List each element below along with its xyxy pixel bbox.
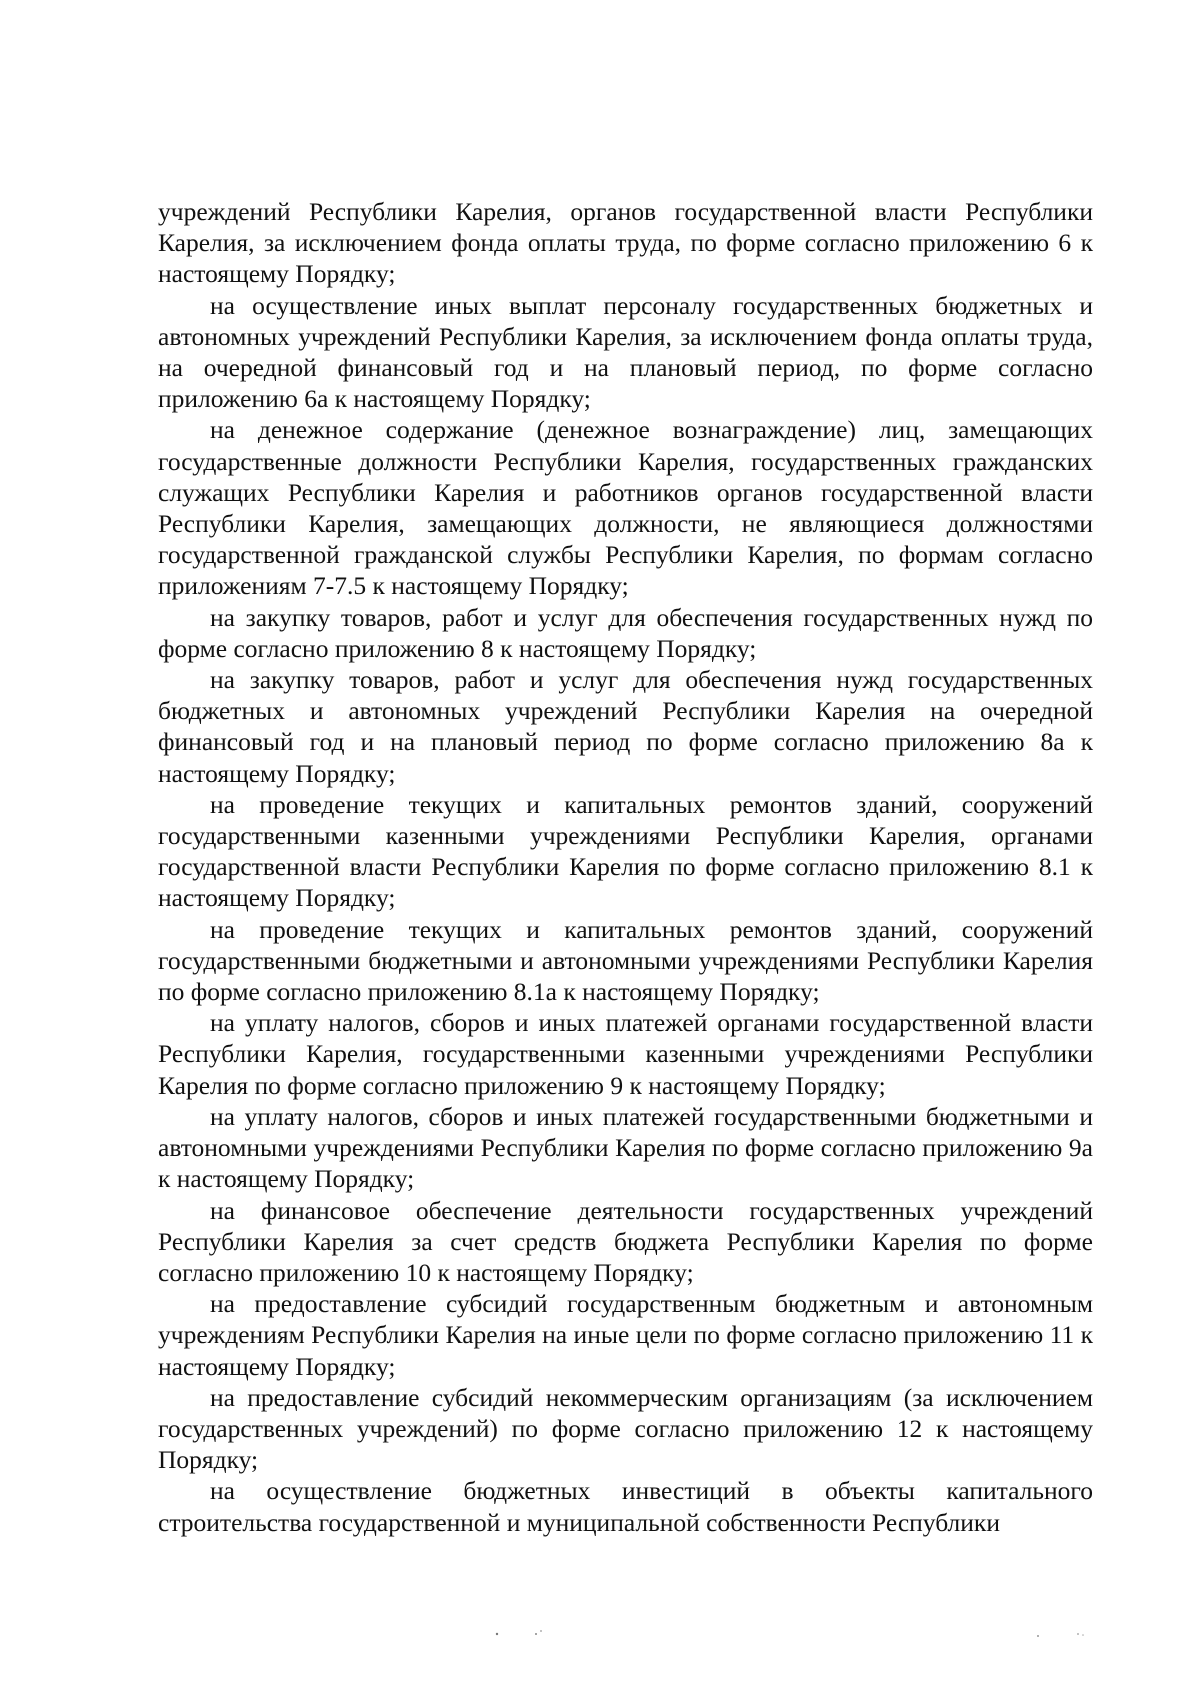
paragraph-salary-maintenance: на денежное содержание (денежное вознаграждение) лиц, замещающих государственные должности Республики Карелия, государственных гражданских служащих Республики Карелия и работников органов государственной власти Республики Карелия, замещающих должности, не являющиеся должностями государственной гражданской службы Республики Карелия, по формам согласно приложениям 7-7.5 к настоящему Порядку;: [158, 415, 1093, 601]
paragraph-subsidies-nonprofit: на предоставление субсидий некоммерческим организациям (за исключением государственных учреждений) по форме согласно приложению 12 к настоящему Порядку;: [158, 1382, 1093, 1475]
paragraph-financial-support: на финансовое обеспечение деятельности государственных учреждений Республики Карелия за счет средств бюджета Республики Карелия по форме согласно приложению 10 к настоящему Порядку;: [158, 1195, 1093, 1287]
scan-speck: [535, 1633, 537, 1635]
paragraph-procurement-institutions: на закупку товаров, работ и услуг для обеспечения нужд государственных бюджетных и автономных учреждений Республики Карелия на очередной финансовый год и на плановый период по форме согласно приложению 8а к настоящему Порядку;: [158, 665, 1093, 788]
scan-speck: [496, 1633, 498, 1635]
scan-speck: [1082, 1634, 1084, 1636]
paragraph-repairs-institutions: на проведение текущих и капитальных ремонтов зданий, сооружений государственными бюджетными и автономными учреждениями Республики Карелия по форме согласно приложению 8.1а к настоящему Порядку;: [158, 914, 1093, 1007]
paragraph-repairs-state: на проведение текущих и капитальных ремонтов зданий, сооружений государственными казенными учреждениями Республики Карелия, органами государственной власти Республики Карелия по форме согласно приложению 8.1 к настоящему Порядку;: [158, 789, 1093, 913]
paragraph-subsidies-institutions: на предоставление субсидий государственным бюджетным и автономным учреждениям Республики Карелия на иные цели по форме согласно приложению 11 к настоящему Порядку;: [158, 1289, 1093, 1381]
scan-speck: [1077, 1633, 1079, 1635]
paragraph-continuation: учреждений Республики Карелия, органов государственной власти Республики Карелия, за исключением фонда оплаты труда, по форме согласно приложению 6 к настоящему Порядку;: [158, 197, 1093, 289]
scan-speck: [540, 1630, 542, 1632]
scan-speck: [1037, 1635, 1039, 1637]
paragraph-staff-payments: на осуществление иных выплат персоналу государственных бюджетных и автономных учреждений Республики Карелия, за исключением фонда оплаты труда, на очередной финансовый год и на плановый период, по форме согласно приложению 6а к настоящему Порядку;: [158, 290, 1093, 414]
paragraph-budget-investments: на осуществление бюджетных инвестиций в объекты капитального строительства государственной и муниципальной собственности Республики: [158, 1476, 1093, 1537]
paragraph-procurement-state: на закупку товаров, работ и услуг для обеспечения государственных нужд по форме согласно приложению 8 к настоящему Порядку;: [158, 602, 1093, 663]
paragraph-taxes-state: на уплату налогов, сборов и иных платежей органами государственной власти Республики Карелия, государственными казенными учреждениями Республики Карелия по форме согласно приложению 9 к настоящему Порядку;: [158, 1008, 1093, 1100]
paragraph-taxes-institutions: на уплату налогов, сборов и иных платежей государственными бюджетными и автономными учреждениями Республики Карелия по форме согласно приложению 9а к настоящему Порядку;: [158, 1101, 1093, 1194]
